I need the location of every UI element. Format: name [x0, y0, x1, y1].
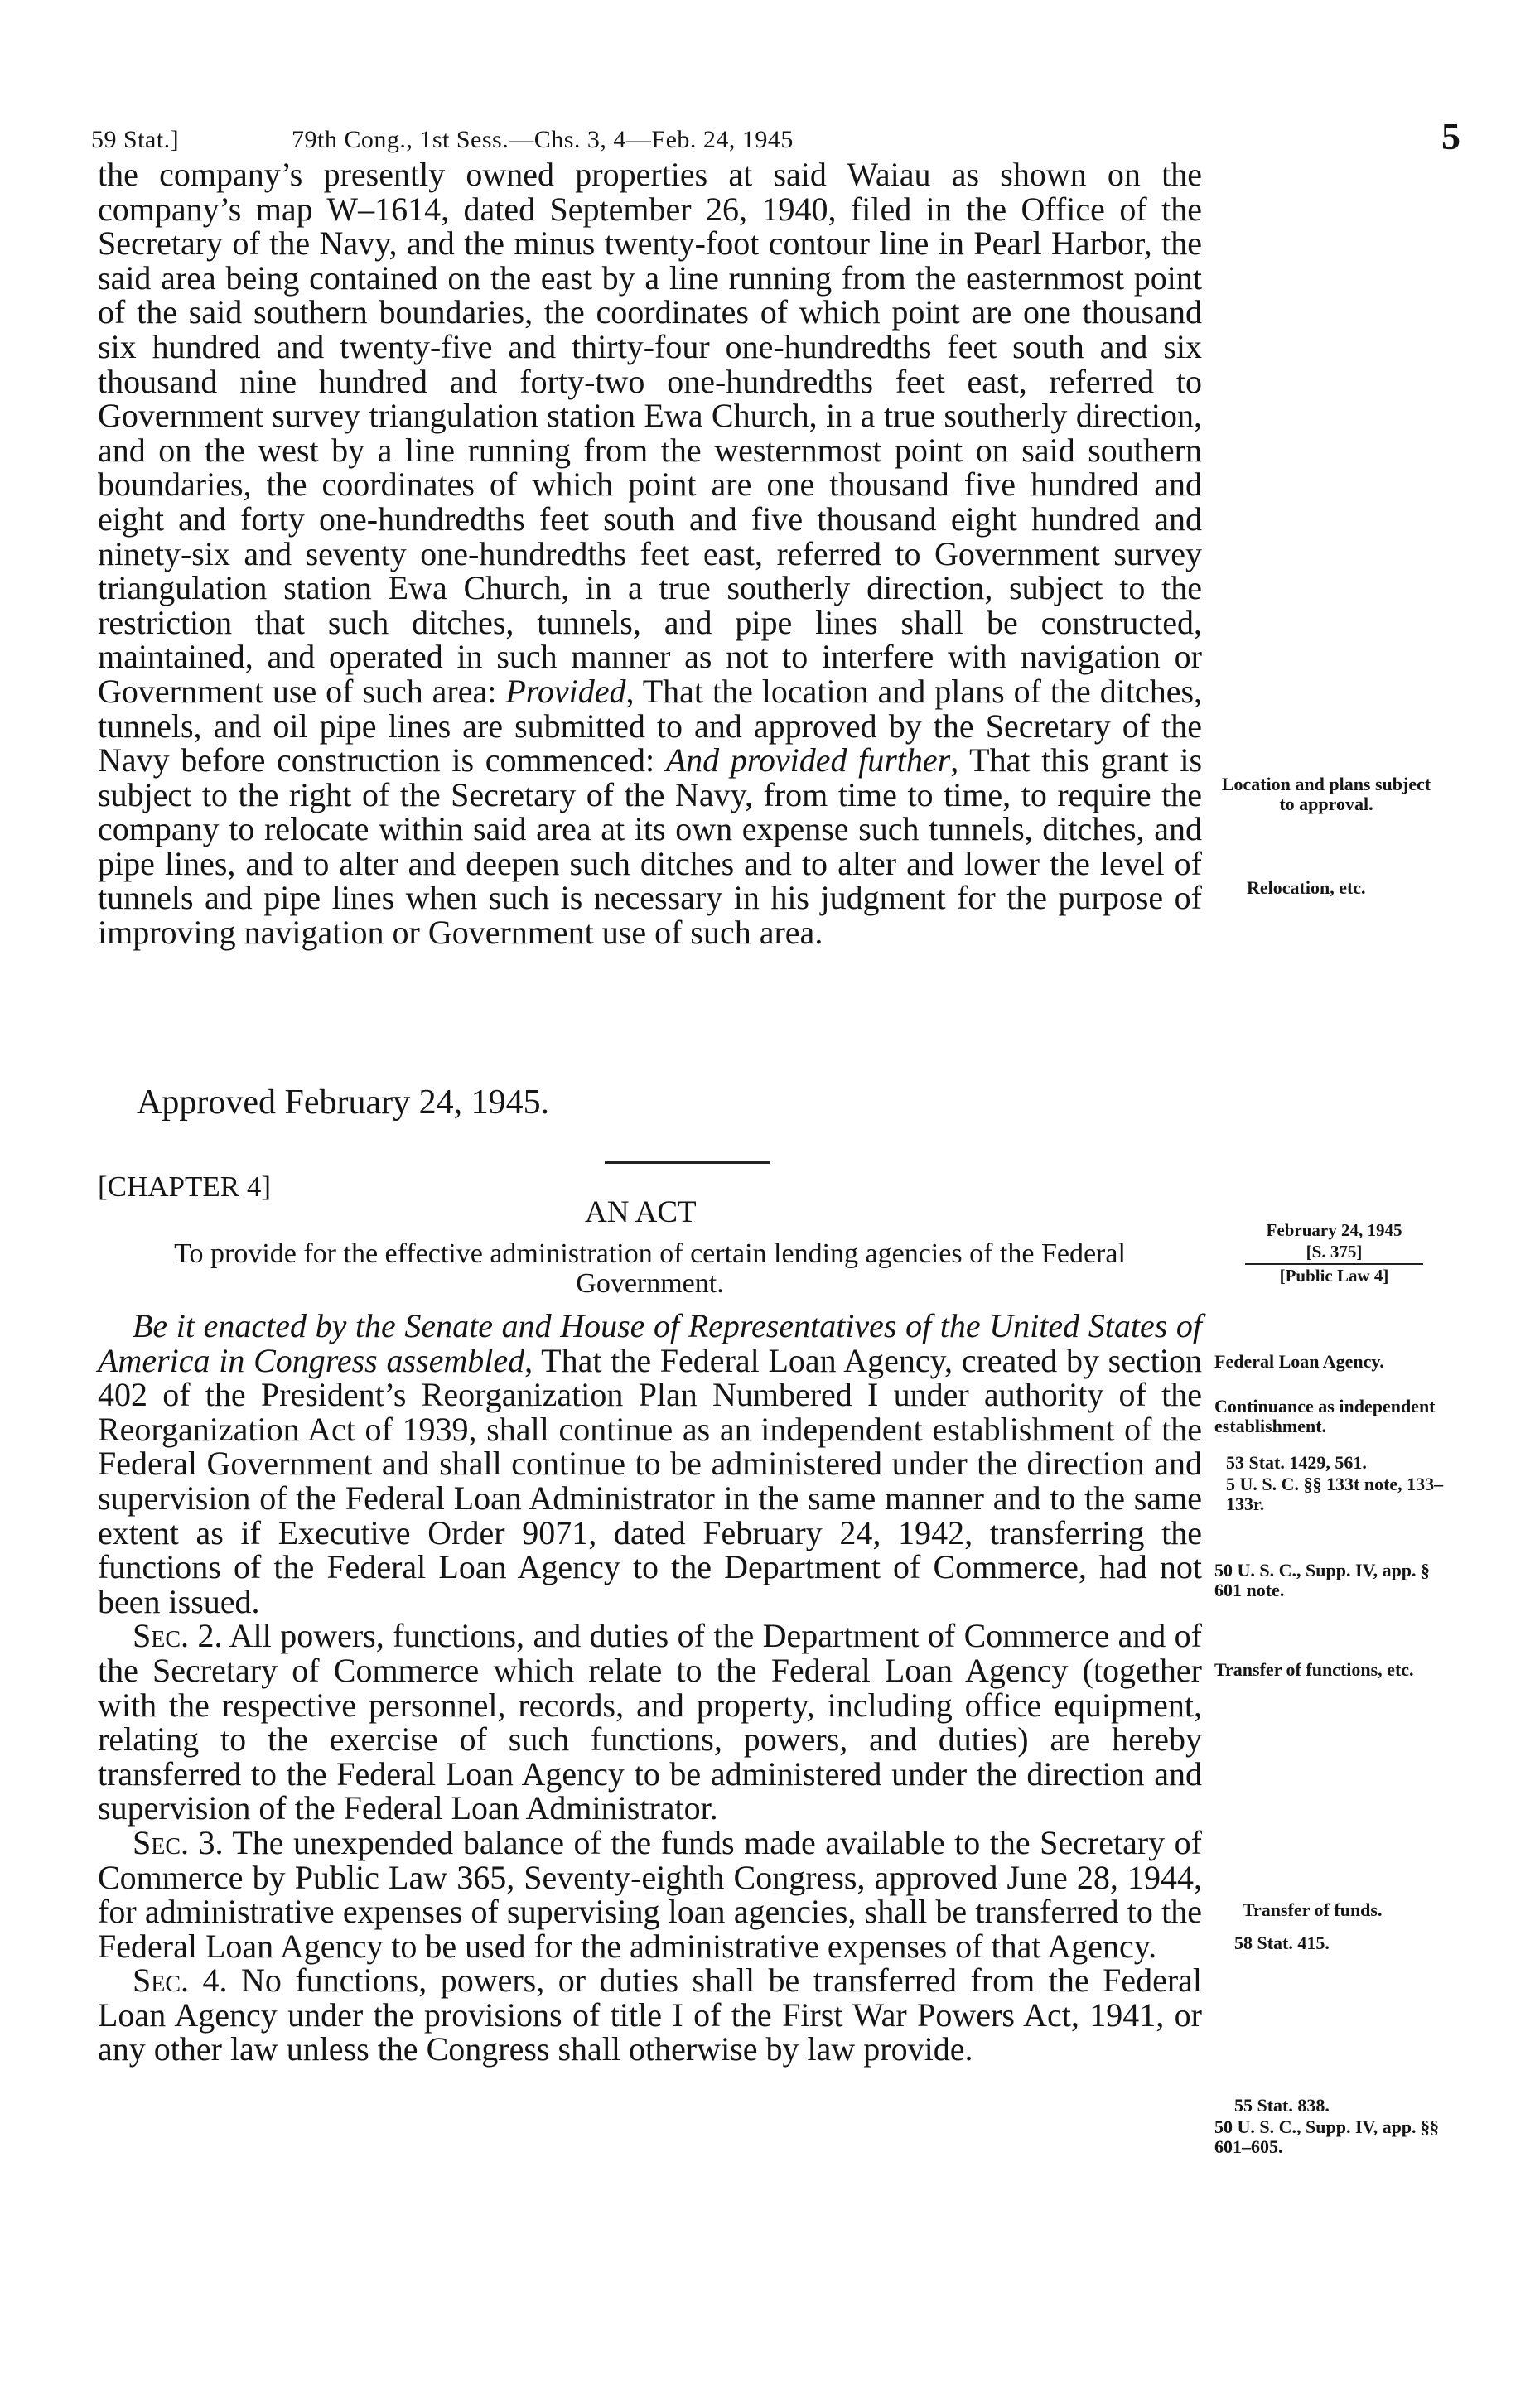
provided-term: Provided [505, 672, 626, 710]
section-4-label: Sec. 4. [133, 1962, 228, 2000]
chapter3-text [98, 157, 1202, 950]
act-date: February 24, 1945 [1266, 1220, 1402, 1240]
bill-number: [S. 375] [1245, 1241, 1423, 1265]
section-3 [98, 1823, 1202, 1965]
act-date-block [1245, 1219, 1423, 1286]
chapter-label: [CHAPTER 4] [98, 1170, 272, 1203]
margin-note-citation-4b: 50 U. S. C., Supp. IV, app. §§ 601–605. [1214, 2116, 1440, 2157]
section-divider [605, 1161, 770, 1164]
approval-line: Approved February 24, 1945. [137, 1083, 550, 1122]
margin-note-federal-loan-agency: Federal Loan Agency. [1214, 1351, 1384, 1372]
margin-note-citation-4a: 55 Stat. 838. [1234, 2095, 1330, 2116]
margin-note-citation-3: 58 Stat. 415. [1234, 1933, 1330, 1953]
margin-note-location: Location and plans subject to approval. [1221, 774, 1431, 814]
chapter3-paragraph-main: the company’s presently owned properties at said Waiau as shown on the company’s map W–1614, dated September 26, 1940, filed in the Office of the Secretary of the Navy, and the minus twenty-foot contour line in Pearl Harbor, the said area being contained on the east by a line running from the easternmost point of the said southern boundaries, the coordinates of which point are one thousand six hundred and twenty-five and thirty-four one-hundredths feet south and six thousand nine hundred and forty-two one-hundredths feet east, referred to Government survey triangulation station Ewa Church, in a true southerly direction, and on the west by a line running from the westernmost point on said southern boundaries, the coordinates of which point are one thousand five hundred and eight and forty one-hundredths feet south and five thousand eight hundred and ninety-six and seventy one-hundredths feet east, referred to Government survey triangulation station Ewa Church, in a true southerly direction, subject to the restriction that such ditches, tunnels, and pipe lines shall be constructed, maintained, and operated in such manner as not to interfere with navigation or Government use of such area: [98, 156, 1202, 710]
section1-text: , That the Federal Loan Agency, created by section 402 of the President’s Reorganization Plan Numbered I under authority of the Reorganization Act of 1939, shall continue as an independent establishment of the Federal Government and shall continue to be administered under the direction and supervision of the Federal Loan Administrator in the same manner and to the same extent as if Executive Order 9071, dated February 24, 1942, transferring the functions of the Federal Loan Agency to the Department of Commerce, had not been issued. [98, 1341, 1202, 1620]
and-provided-term: And provided further [665, 741, 951, 779]
margin-note-citation-2: 50 U. S. C., Supp. IV, app. § 601 note. [1214, 1560, 1431, 1600]
chapter4-text [98, 1309, 1202, 2067]
enacting-clause: Be it enacted by the Senate and House of Representatives of the United States of America in Congress assembled [98, 1307, 1202, 1379]
margin-note-relocation: Relocation, etc. [1247, 877, 1366, 898]
section-4-text: No functions, powers, or duties shall be transferred from the Federal Loan Agency under the provisions of title I of the First War Powers Act, 1941, or any other law unless the Congress shall otherwise by law provide. [98, 1962, 1203, 2068]
margin-note-continuance: Continuance as independent establishment. [1214, 1396, 1436, 1436]
page-number: 5 [1441, 115, 1460, 157]
section-2-text: All powers, functions, and duties of the Department of Commerce and of the Secretary of Commerce which relate to the Federal Loan Agency (together with the respective personnel, records, and property, including office equipment, relating to the exercise of such functions, powers, and duties) are hereby transferred to the Federal Loan Agency to be administered under the direction and supervision of the Federal Loan Administrator. [98, 1617, 1202, 1827]
chapter3-proviso-1: , That the location and plans of the ditches, tunnels, and oil pipe lines are submitted to and approved by the Secretary of the Navy before construction is commenced: [98, 672, 1203, 779]
running-head-volume: 59 Stat.] [91, 126, 180, 153]
margin-note-citation-1b: 5 U. S. C. §§ 133t note, 133–133r. [1226, 1474, 1444, 1514]
section-4 [98, 1963, 1202, 2067]
margin-note-transfer-functions: Transfer of functions, etc. [1214, 1659, 1414, 1680]
act-title: AN ACT [585, 1195, 697, 1229]
section-3-text: The unexpended balance of the funds made available to the Secretary of Commerce by Public Law 365, Seventy-eighth Congress, approved June 28, 1944, for administrative expenses of supervising loan agencies, shall be transferred to the Federal Loan Agency to be used for the administrative expenses of that Agency. [98, 1823, 1202, 1965]
running-head-session: 79th Cong., 1st Sess.—Chs. 3, 4—Feb. 24, 1945 [292, 126, 794, 153]
section-2 [98, 1619, 1202, 1826]
public-law-number: [Public Law 4] [1279, 1266, 1389, 1286]
chapter3-paragraph [98, 157, 1202, 950]
chapter3-proviso-2: , That this grant is subject to the right of the Secretary of the Navy, from time to time, to require the company to relocate within said area at its own expense such tunnels, ditches, and pipe lines, and to alter and deepen such ditches and to alter and lower the level of tunnels and pipe lines when such is necessary in his judgment for the purpose of improving navigation or Government use of such area. [98, 741, 1203, 952]
margin-note-citation-1a: 53 Stat. 1429, 561. [1226, 1452, 1367, 1473]
section-3-label: Sec. 3. [133, 1823, 224, 1861]
enacting-paragraph [98, 1309, 1202, 1619]
margin-note-transfer-funds: Transfer of funds. [1243, 1899, 1383, 1920]
section-2-label: Sec. 2. [133, 1617, 223, 1655]
act-purpose: To provide for the effective administration of certain lending agencies of the Federal Government. [174, 1238, 1126, 1299]
